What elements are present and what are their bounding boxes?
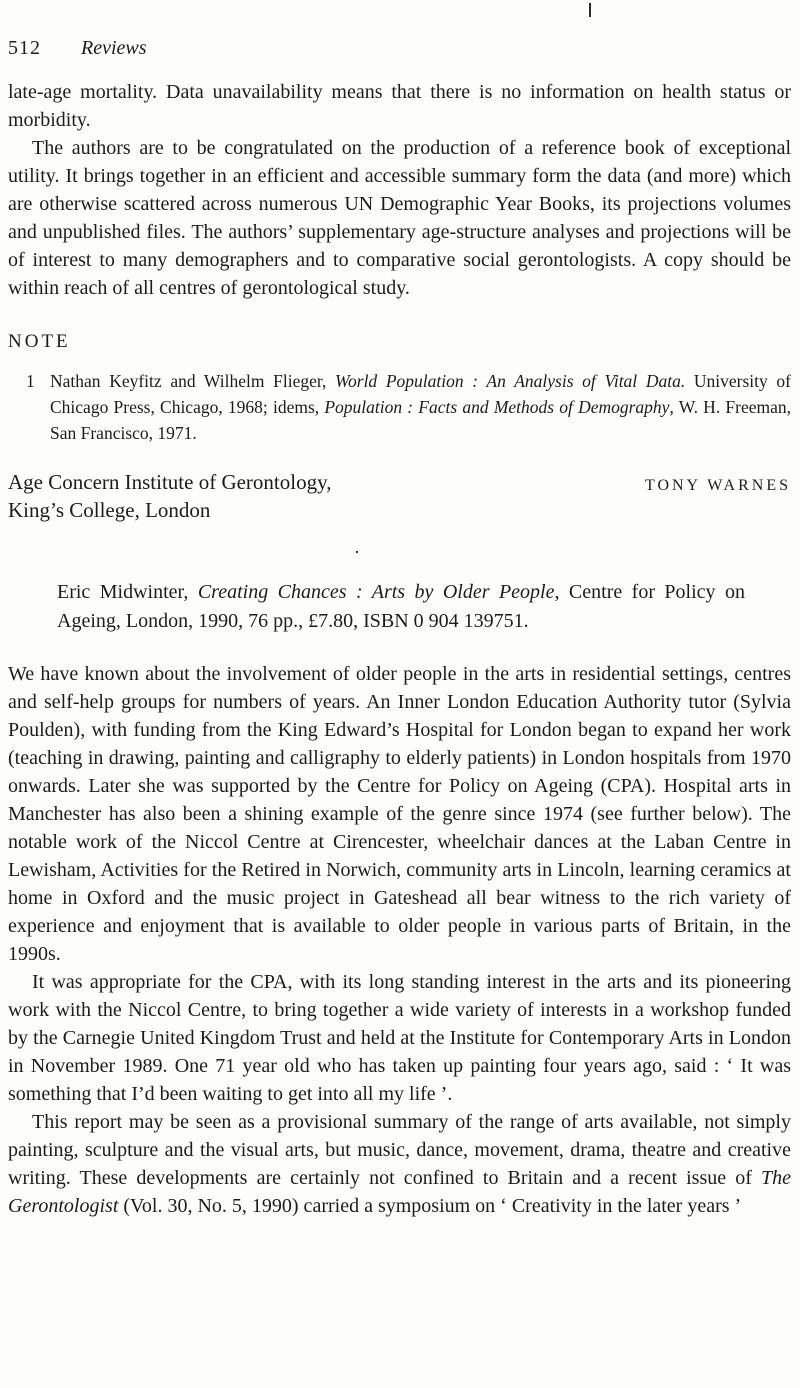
book-citation xyxy=(57,578,745,636)
note-book-title-italic: World Population : An Analysis of Vital Data. xyxy=(335,371,686,391)
section-separator-dot: . xyxy=(354,537,360,557)
running-head-title: Reviews xyxy=(81,37,147,59)
paragraph-text: This report may be seen as a provisional summary of the range of arts available, not simply painting, sculpture and the visual arts, but music, dance, movement, drama, theatre and creative writing. These developments are certainly not confined to Britain and a recent issue of xyxy=(8,1111,791,1189)
paragraph-continuation: late-age mortality. Data unavailability means that there is no information on health status or morbidity. xyxy=(8,81,791,131)
citation-book-title-italic: Creating Chances : Arts by Older People xyxy=(197,581,555,603)
scan-artifact-mark xyxy=(589,3,591,17)
notes-section xyxy=(8,368,791,446)
reviewer-name: TONY WARNES xyxy=(644,477,791,494)
page-number: 512 xyxy=(8,37,41,59)
citation-text: , Centre for Policy on Ageing, London, 1990, 76 pp., £7.80, ISBN 0 904 139751. xyxy=(57,581,745,632)
note-item xyxy=(8,368,791,446)
review-previous-body xyxy=(8,78,791,302)
note-number: 1 xyxy=(26,371,35,391)
note-book-title-italic: Population : Facts and Methods of Demography xyxy=(324,397,670,417)
note-text: Nathan Keyfitz and Wilhelm Flieger, xyxy=(50,371,336,391)
paragraph: It was appropriate for the CPA, with its long standing interest in the arts and its pioneering work with the Niccol Centre, to bring together a wide variety of interests in a workshop funded by the Carnegie United Kingdom Trust and held at the Institute for Contemporary Arts in London in November 1989. One 71 year old who has taken up painting four years ago, said : ‘ It was something that I’d been waiting to get into all my life ’. xyxy=(8,971,791,1105)
signature-block xyxy=(8,468,791,524)
review-current-body xyxy=(8,660,791,1220)
paragraph xyxy=(8,1108,791,1220)
affiliation-line: King’s College, London xyxy=(8,498,211,522)
affiliation xyxy=(8,468,331,524)
note-text: University of Chicago Press, Chicago, 1968; idems, xyxy=(50,371,791,417)
note-heading: NOTE xyxy=(8,331,71,352)
paragraph-text: (Vol. 30, No. 5, 1990) carried a symposium on ‘ Creativity in the later years ’ xyxy=(118,1195,742,1217)
running-head xyxy=(8,36,791,60)
note-text: , W. H. Freeman, San Francisco, 1971. xyxy=(50,397,791,443)
paragraph: The authors are to be congratulated on the production of a reference book of exceptional utility. It brings together in an efficient and accessible summary form the data (and more) which are otherwise scattered across numerous UN Demographic Year Books, its projections volumes and unpublished files. The authors’ supplementary age-structure analyses and projections will be of interest to many demographers and to comparative social gerontologists. A copy should be within reach of all centres of gerontological study. xyxy=(8,137,791,299)
affiliation-line: Age Concern Institute of Gerontology, xyxy=(8,470,332,494)
journal-title-italic: The Gerontologist xyxy=(8,1167,791,1217)
paragraph: We have known about the involvement of older people in the arts in residential settings, centres and self-help groups for numbers of years. An Inner London Education Authority tutor (Sylvia Poulden), with funding from the King Edward’s Hospital for London began to expand her work (teaching in drawing, painting and calligraphy to elderly patients) in London hospitals from 1970 onwards. Later she was supported by the Centre for Policy on Ageing (CPA). Hospital arts in Manchester has also been a shining example of the genre since 1974 (see further below). The notable work of the Niccol Centre at Cirencester, wheelchair dances at the Laban Centre in Lewisham, Activities for the Retired in Norwich, community arts in Lincoln, learning ceramics at home in Oxford and the music project in Gateshead all bear witness to the rich variety of experience and enjoyment that is available to older people in various parts of Britain, in the 1990s. xyxy=(8,663,791,965)
citation-text: Eric Midwinter, xyxy=(57,581,198,603)
